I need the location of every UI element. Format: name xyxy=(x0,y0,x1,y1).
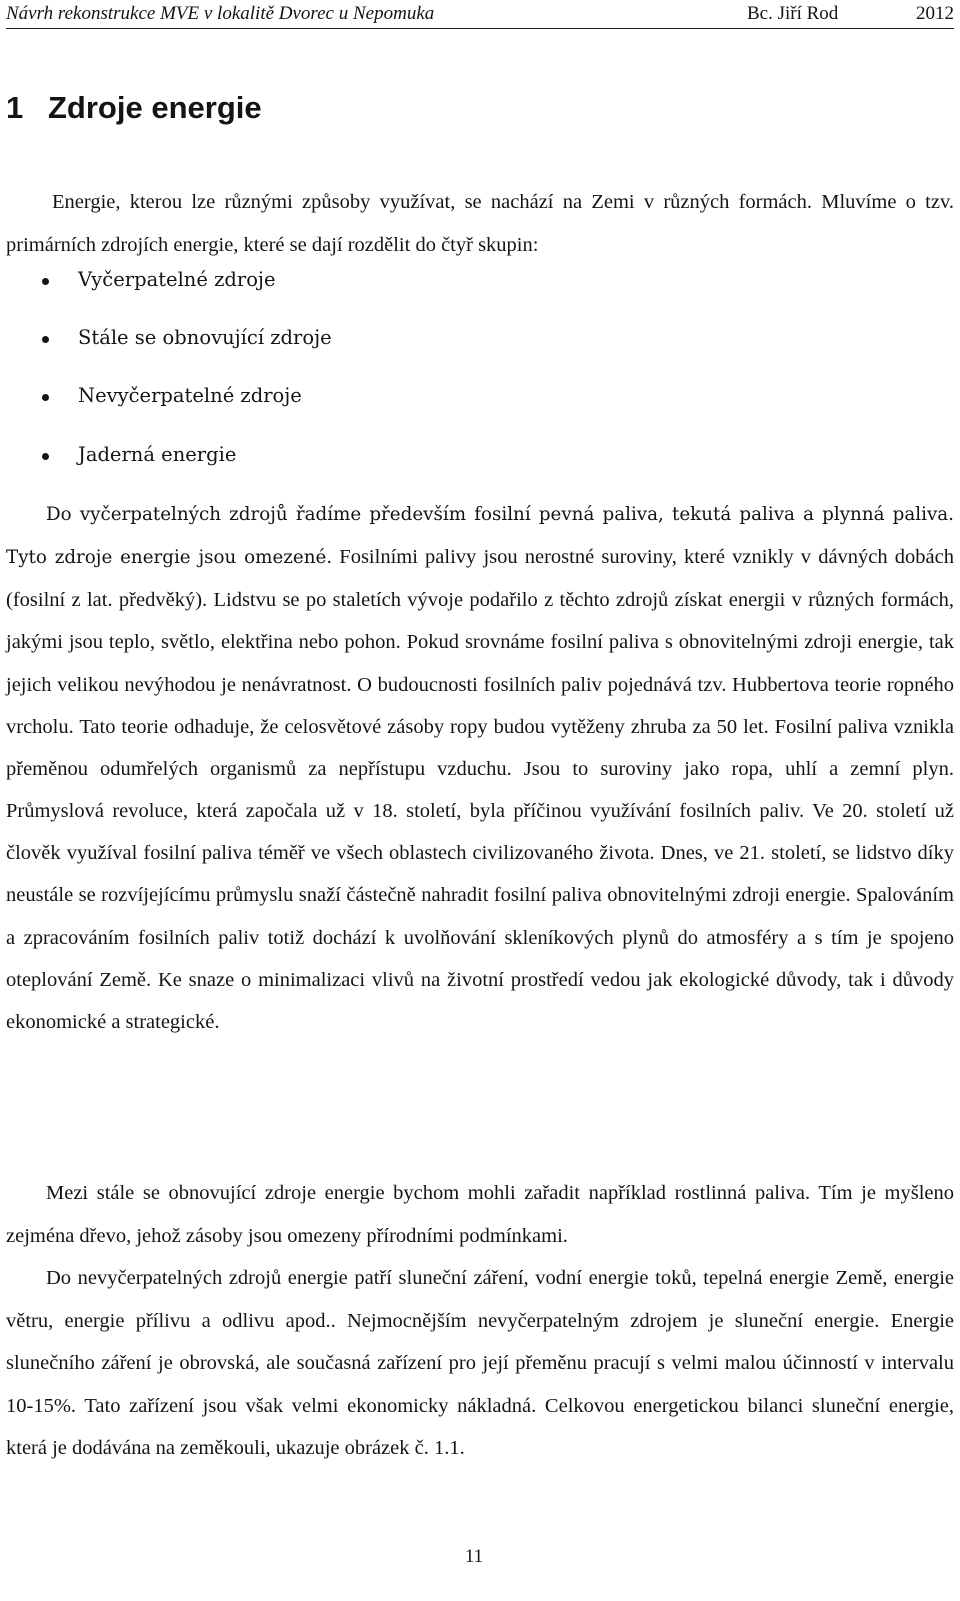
header-title: Návrh rekonstrukce MVE v lokalitě Dvorec u Nepomuka xyxy=(6,3,435,24)
chapter-number: 1 xyxy=(6,90,24,125)
bullet-icon xyxy=(42,394,49,401)
fossil-paragraph-rest: Fosilními palivy jsou nerostné suroviny, které vznikly v dávných dobách (fosilní z lat. předvěký). Lidstvu se po staletích vývoje podařilo z těchto zdrojů získat energii v různých formách, jakými jsou teplo, světlo, elektřina nebo pohon. Pokud srovnáme fosilní paliva s obnovitelnými zdroji energie, tak jejich velikou nevýhodou je nenávratnost. O budoucnosti fosilních paliv pojednává tzv. Hubbertova teorie ropného vrcholu. Tato teorie odhaduje, že celosvětové zásoby ropy budou vytěženy zhruba za 50 let. Fosilní paliva vznikla přeměnou odumřelých organismů za nepřístupu vzduchu. Jsou to suroviny jako ropa, uhlí a zemní plyn. Průmyslová revoluce, která započala už v 18. století, byla příčinou využívání fosilních paliv. Ve 20. století už člověk využíval fosilní paliva téměř ve všech oblastech civilizovaného života. Dnes, ve 21. století, se lidstvo díky neustále se rozvíjejícímu průmyslu snaží částečně nahradit fosilní paliva obnovitelnými zdroji energie. Spalováním a zpracováním fosilních paliv totiž dochází k uvolňování skleníkových plynů do atmosféry a s tím je spojeno oteplování Země. Ke snaze o minimalizaci vlivů na životní prostředí vedou jak ekologické důvody, tak i důvody ekonomické a strategické. xyxy=(6,546,954,1033)
renewable-paragraph: Mezi stále se obnovující zdroje energie bychom mohli zařadit například rostlinná paliva. Tím je myšleno zejména dřevo, jehož zásoby jsou omezeny přírodními podmínkami. xyxy=(6,1182,954,1247)
bullet-icon xyxy=(42,336,49,343)
inexhaustible-paragraph: Do nevyčerpatelných zdrojů energie patří sluneční záření, vodní energie toků, tepelná energie Země, energie větru, energie přílivu a odlivu apod.. Nejmocnějším nevyčerpatelným zdrojem je sluneční energie. Energie slunečního záření je obrovská, ale současná zařízení pro její přeměnu pracují s velmi malou účinností v intervalu 10-15%. Tato zařízení jsou však velmi ekonomicky nákladná. Celkovou energetickou bilanci sluneční energie, která je dodávána na zeměkouli, ukazuje obrázek č. 1.1. xyxy=(6,1267,954,1460)
fossil-fuels-paragraph xyxy=(6,493,954,1043)
header-year: 2012 xyxy=(916,3,954,24)
list-item-text: Jaderná energie xyxy=(78,442,237,466)
page-number: 11 xyxy=(464,1546,484,1567)
list-item-text: Nevyčerpatelné zdroje xyxy=(78,384,302,408)
bullet-icon xyxy=(42,278,49,285)
chapter-title: Zdroje energie xyxy=(48,90,262,125)
header-author: Bc. Jiří Rod xyxy=(747,3,839,24)
list-item-text: Vyčerpatelné zdroje xyxy=(78,268,276,291)
list-item-text: Stále se obnovující zdroje xyxy=(78,326,332,350)
fossil-paragraph-lead: Do vyčerpatelných zdrojů řadíme především fosilní pevná paliva, tekutá paliva a plynná paliva. Tyto zdroje energie jsou omezené. xyxy=(6,504,954,569)
running-header xyxy=(6,2,954,29)
bullet-icon xyxy=(42,453,49,460)
intro-paragraph: Energie, kterou lze různými způsoby využívat, se nachází na Zemi v různých formách. Mluvíme o tzv. primárních zdrojích energie, které se dají rozdělit do čtyř skupin: xyxy=(6,191,954,256)
chapter-heading xyxy=(6,88,262,128)
